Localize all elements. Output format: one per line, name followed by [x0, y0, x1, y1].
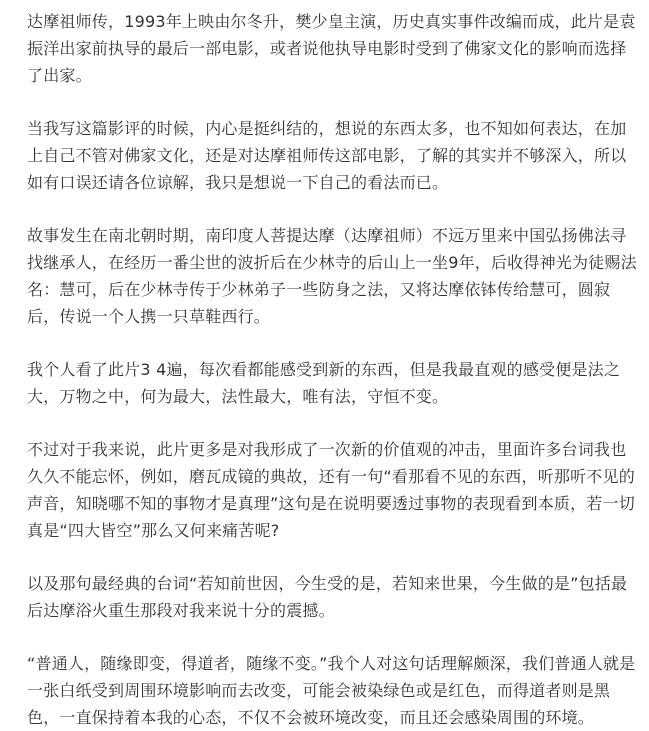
paragraph-values: 不过对于我来说，此片更多是对我形成了一次新的价值观的冲击，里面许多台词我也久久不能忘怀，例如，磨瓦成镜的典故，还有一句“看那看不见的东西，听那听不见的声音，知晓哪不知的事物才是真理”这句是在说明要透过事物的表现看到本质，若一切真是“四大皆空”那么又何来痛苦呢? — [27, 440, 635, 540]
article-body — [0, 8, 649, 731]
paragraph-author-note: 当我写这篇影评的时候，内心是挺纠结的，想说的东西太多，也不知如何表达，在加上自己不管对佛家文化，还是对达摩祖师传这部电影，了解的其实并不够深入，所以如有口误还请各位谅解，我只是想说一下自己的看法而已。 — [27, 119, 627, 192]
paragraph-impression: 我个人看了此片3 4遍，每次看都能感受到新的东西，但是我最直观的感受便是法之大，万物之中，何为最大，法性最大，唯有法，守恒不变。 — [27, 360, 621, 406]
paragraph-classic-line: 以及那句最经典的台词“若知前世因，今生受的是，若知来世果，今生做的是”包括最后达摩浴火重生那段对我来说十分的震撼。 — [27, 574, 628, 620]
paragraph-conclusion: “普通人，随缘即变，得道者，随缘不变。”我个人对这句话理解颇深，我们普通人就是一张白纸受到周围环境影响而去改变，可能会被染绿色或是红色，而得道者则是黑色，一直保持着本我的心态，不仅不会被环境改变，而且还会感染周围的环境。 — [27, 654, 636, 727]
paragraph-story: 故事发生在南北朝时期，南印度人菩提达摩（达摩祖师）不远万里来中国弘扬佛法寻找继承人，在经历一番尘世的波折后在少林寺的后山上一坐9年，后收得神光为徒赐法名：慧可，后在少林寺传于少林弟子一些防身之法，又将达摩依钵传给慧可，圆寂后，传说一个人携一只草鞋西行。 — [27, 226, 637, 326]
paragraph-intro: 达摩祖师传，1993年上映由尔冬升，樊少皇主演，历史真实事件改编而成，此片是袁振洋出家前执导的最后一部电影，或者说他执导电影时受到了佛家文化的影响而选择了出家。 — [27, 12, 636, 85]
